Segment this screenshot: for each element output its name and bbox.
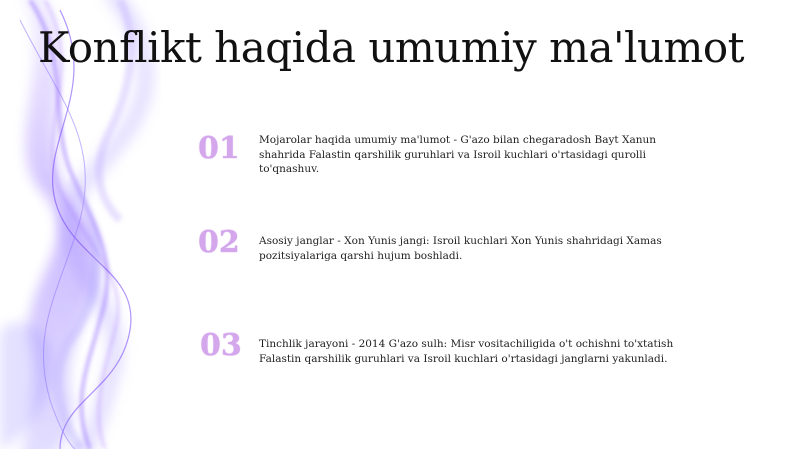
item-number: 02 (198, 225, 240, 260)
item-text: Asosiy janglar - Xon Yunis jangi: Isroil kuchlari Xon Yunis shahridagi Xamas pozitsiyalariga qarshi hujum boshladi. (259, 235, 662, 262)
item-number: 03 (200, 328, 242, 363)
item-text: Mojarolar haqida umumiy ma'lumot - G'azo bilan chegaradosh Bayt Xanun shahrida Falastin qarshilik guruhlari va Isroil kuchlari o'rtasidagi qurolli to'qnashuv. (259, 134, 656, 175)
slide-title: Konflikt haqida umumiy ma'lumot (38, 23, 745, 72)
item-text: Tinchlik jarayoni - 2014 G'azo sulh: Misr vositachiligida o't ochishni to'xtatish Falastin qarshilik guruhlari va Isroil kuchlari o'rtasidagi janglarni yakunladi. (259, 338, 674, 365)
item-number: 01 (198, 131, 240, 166)
